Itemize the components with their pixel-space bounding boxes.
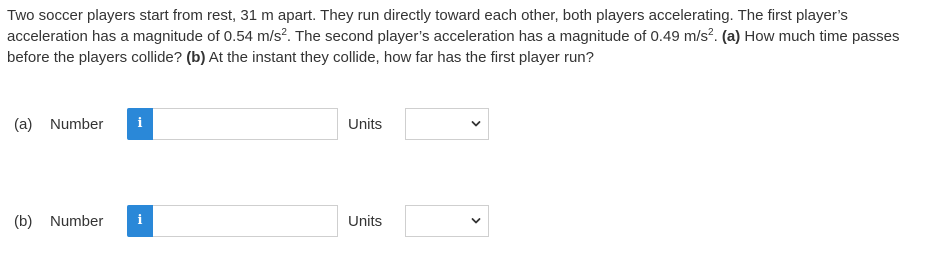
info-icon[interactable]: i xyxy=(127,205,153,237)
part-label-a: (a) xyxy=(14,116,33,133)
question-sentence-2: . The second player’s acceleration has a magnitude of 0.49 m/s xyxy=(286,28,708,45)
part-b-tag: (b) xyxy=(186,49,206,66)
question-sentence-3: . xyxy=(713,28,722,45)
units-select-a[interactable] xyxy=(405,108,489,140)
number-input-b[interactable] xyxy=(153,205,338,237)
part-a-question: How much time passes before the players collide? xyxy=(7,28,900,66)
part-a-tag: (a) xyxy=(721,28,741,45)
number-label-a: Number xyxy=(50,116,104,133)
answer-row-a xyxy=(0,107,937,141)
number-label-b: Number xyxy=(50,213,104,230)
chevron-down-icon xyxy=(471,119,481,129)
units-select-b[interactable] xyxy=(405,205,489,237)
answer-row-b xyxy=(0,204,937,238)
part-label-b: (b) xyxy=(14,213,33,230)
chevron-down-icon xyxy=(471,216,481,226)
units-label-b: Units xyxy=(348,213,383,230)
part-b-question: At the instant they collide, how far has the first player run? xyxy=(205,49,594,66)
question-text xyxy=(7,5,927,68)
info-icon[interactable]: i xyxy=(127,108,153,140)
exponent-1: 2 xyxy=(281,27,287,38)
question-sentence-1: Two soccer players start from rest, 31 m apart. They run directly toward each other, both players accelerating. The first player’s acceleration has a magnitude of 0.54 m/s xyxy=(7,7,848,45)
number-input-a[interactable] xyxy=(153,108,338,140)
units-label-a: Units xyxy=(348,116,383,133)
exponent-2: 2 xyxy=(708,27,714,38)
